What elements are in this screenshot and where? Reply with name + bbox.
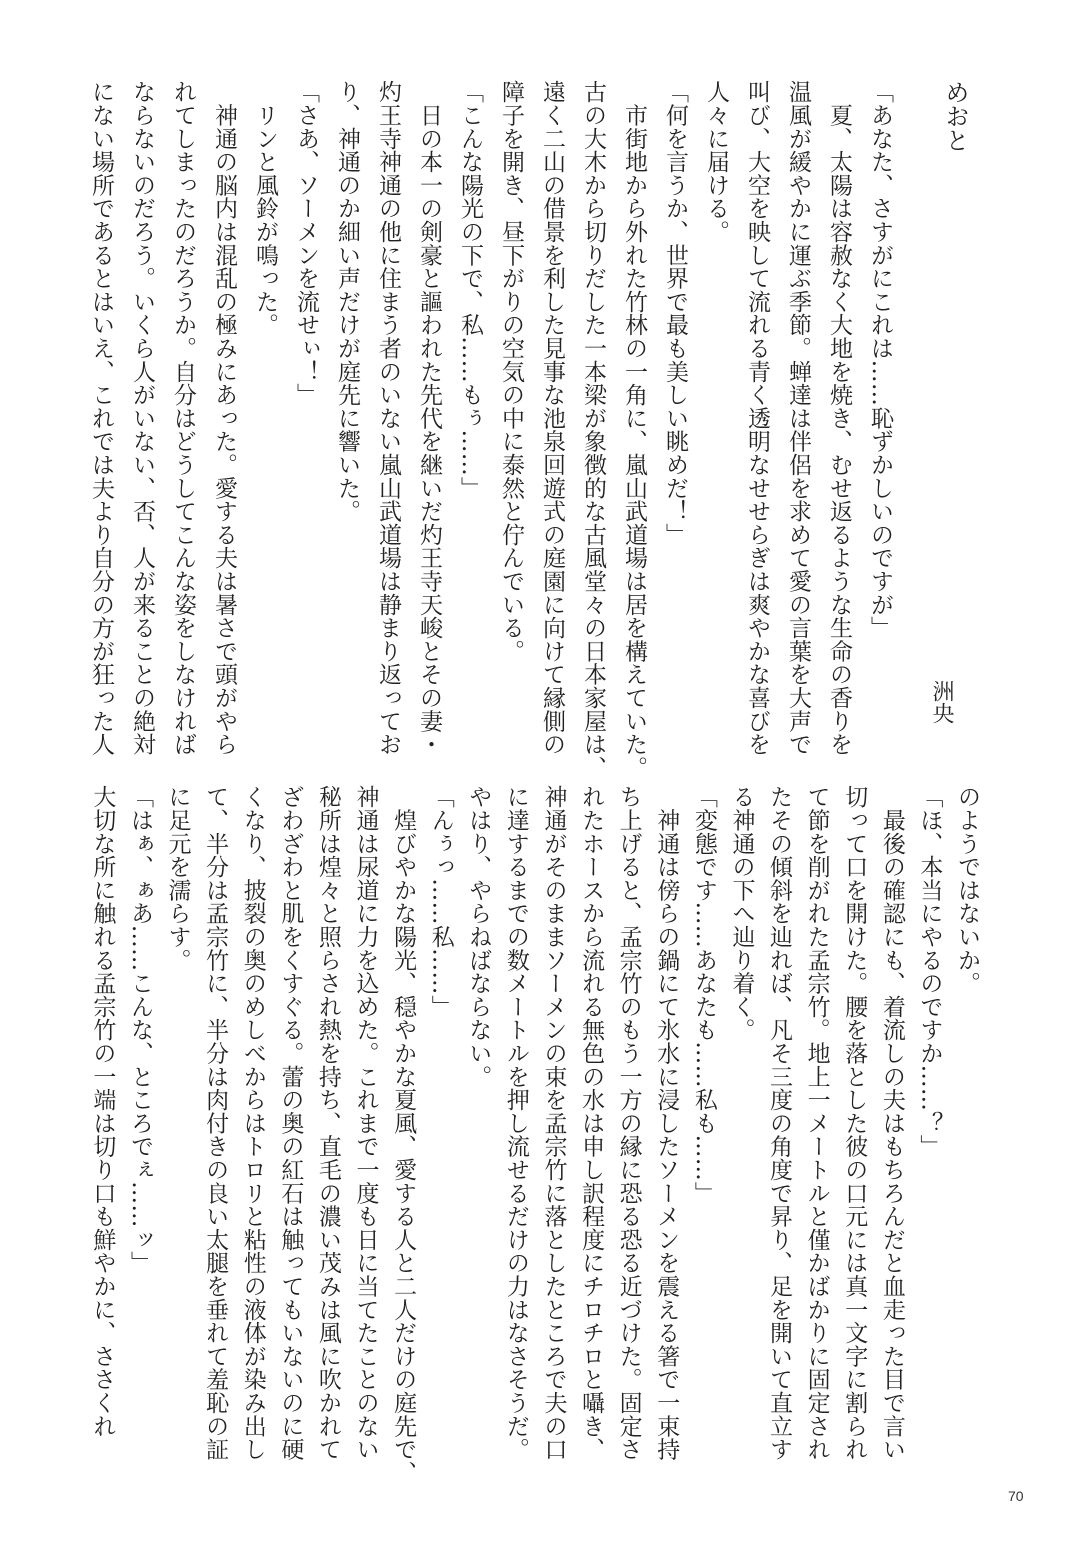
text-column: 古の大木から切りだした一本梁が象徴的な古風堂々の日本家屋は、 xyxy=(580,80,606,779)
text-column: 「こんな陽光の下で、私……もぅ……」 xyxy=(457,80,483,500)
text-column: 大切な所に触れる孟宗竹の一端は切り口も鮮やかに、ささくれ xyxy=(89,785,116,1438)
text-column: 「さあ、ソーメンを流せぃ！」 xyxy=(293,80,319,407)
text-column: れてしまったのだろうか。自分はどうしてこんな姿をしなければ xyxy=(170,80,196,756)
text-column: 最後の確認にも、着流しの夫はもちろんだと血走った目で言い xyxy=(878,785,905,1461)
text-column: ざわざわと肌をくすぐる。蕾の奥の紅石は触ってもいないのに硬 xyxy=(277,785,304,1461)
text-column: れたホースから流れる無色の水は申し訳程度にチロチロと囁き、 xyxy=(578,785,605,1461)
text-column: 「んぅっ……私……」 xyxy=(427,785,454,1018)
text-column: 神通は傍らの鍋にて氷水に浸したソーメンを震える箸で一束持 xyxy=(653,785,680,1461)
page-number: 70 xyxy=(1008,1488,1024,1504)
text-column: 人々に届ける。 xyxy=(703,80,729,244)
text-column: て、半分は孟宗竹に、半分は肉付きの良い太腿を垂れて羞恥の証 xyxy=(202,785,229,1461)
text-column: 遠く二山の借景を利した見事な池泉回遊式の庭園に向けて縁側の xyxy=(539,80,565,756)
story-title: めおと xyxy=(941,80,969,152)
text-column: 神通は尿道に力を込めた。これまで一度も日に当てたことのない xyxy=(352,785,379,1461)
text-column: る神通の下へ辿り着く。 xyxy=(728,785,755,1042)
text-column: にない場所であるとはいえ、これでは夫より自分の方が狂った人 xyxy=(88,80,114,756)
text-column: たその傾斜を辿れば、凡そ三度の角度で昇り、足を開いて直立す xyxy=(766,785,793,1461)
text-block-top xyxy=(80,80,900,779)
text-column: 障子を開き、昼下がりの空気の中に泰然と佇んでいる。 xyxy=(498,80,524,663)
text-column: 「あなた、さすがにこれは……恥ずかしいのですが」 xyxy=(867,80,893,640)
text-column: ち上げると、孟宗竹のもう一方の縁に恐る恐る近づけた。固定さ xyxy=(615,785,642,1461)
text-column: 日の本一の剣豪と謳われた先代を継いだ灼王寺天峻とその妻・ xyxy=(416,80,442,756)
text-column: 叫び、大空を映して流れる青く透明なせせらぎは爽やかな喜びを xyxy=(744,80,770,756)
text-column: に足元を濡らす。 xyxy=(164,785,191,972)
text-column: やはり、やらねばならない。 xyxy=(465,785,492,1088)
text-column: て節を削がれた孟宗竹。地上一メートルと僅かばかりに固定され xyxy=(803,785,830,1461)
text-column: 「何を言うか、世界で最も美しい眺めだ！」 xyxy=(662,80,688,546)
text-column: 秘所は煌々と照らされ熱を持ち、直毛の濃い茂みは風に吹かれて xyxy=(314,785,341,1461)
text-column: のようではないか。 xyxy=(954,785,980,995)
text-column: 「変態です……あなたも……私も……」 xyxy=(690,785,717,1205)
text-column: 神通の脳内は混乱の極みにあった。愛する夫は暑さで頭がやら xyxy=(211,80,237,756)
text-column: ならないのだろう。いくら人がいない、否、人が来ることの絶対 xyxy=(129,80,155,756)
text-column: 煌びやかな陽光、穏やかな夏風、愛する人と二人だけの庭先で、 xyxy=(390,785,417,1484)
text-column: くなり、披裂の奥のめしべからはトロリと粘性の液体が染み出し xyxy=(239,785,266,1461)
text-column: に達するまでの数メートルを押し流せるだけの力はなさそうだ。 xyxy=(502,785,529,1461)
text-column: 「はぁ、ぁあ……こんな、ところでぇ……ッ」 xyxy=(126,785,153,1275)
text-column: 夏、太陽は容赦なく大地を焼き、むせ返るような生命の香りを xyxy=(826,80,852,756)
text-column: 神通がそのままソーメンの束を孟宗竹に落としたところで夫の口 xyxy=(540,785,567,1461)
text-column: 市街地から外れた竹林の一角に、嵐山武道場は居を構えていた。 xyxy=(621,80,647,779)
text-column: リンと風鈴が鳴った。 xyxy=(252,80,278,337)
text-column: 灼王寺神通の他に住まう者のいない嵐山武道場は静まり返ってお xyxy=(375,80,401,756)
text-column: り、神通のか細い声だけが庭先に響いた。 xyxy=(334,80,360,523)
text-column: 「ほ、本当にやるのですか……？」 xyxy=(916,785,943,1158)
text-block-bottom xyxy=(83,785,985,1484)
text-column: 切って口を開けた。腰を落とした彼の口元には真一文字に割られ xyxy=(841,785,868,1461)
author-name: 洲央 xyxy=(929,680,954,724)
text-column: 温風が緩やかに運ぶ季節。蝉達は伴侶を求めて愛の言葉を大声で xyxy=(785,80,811,756)
